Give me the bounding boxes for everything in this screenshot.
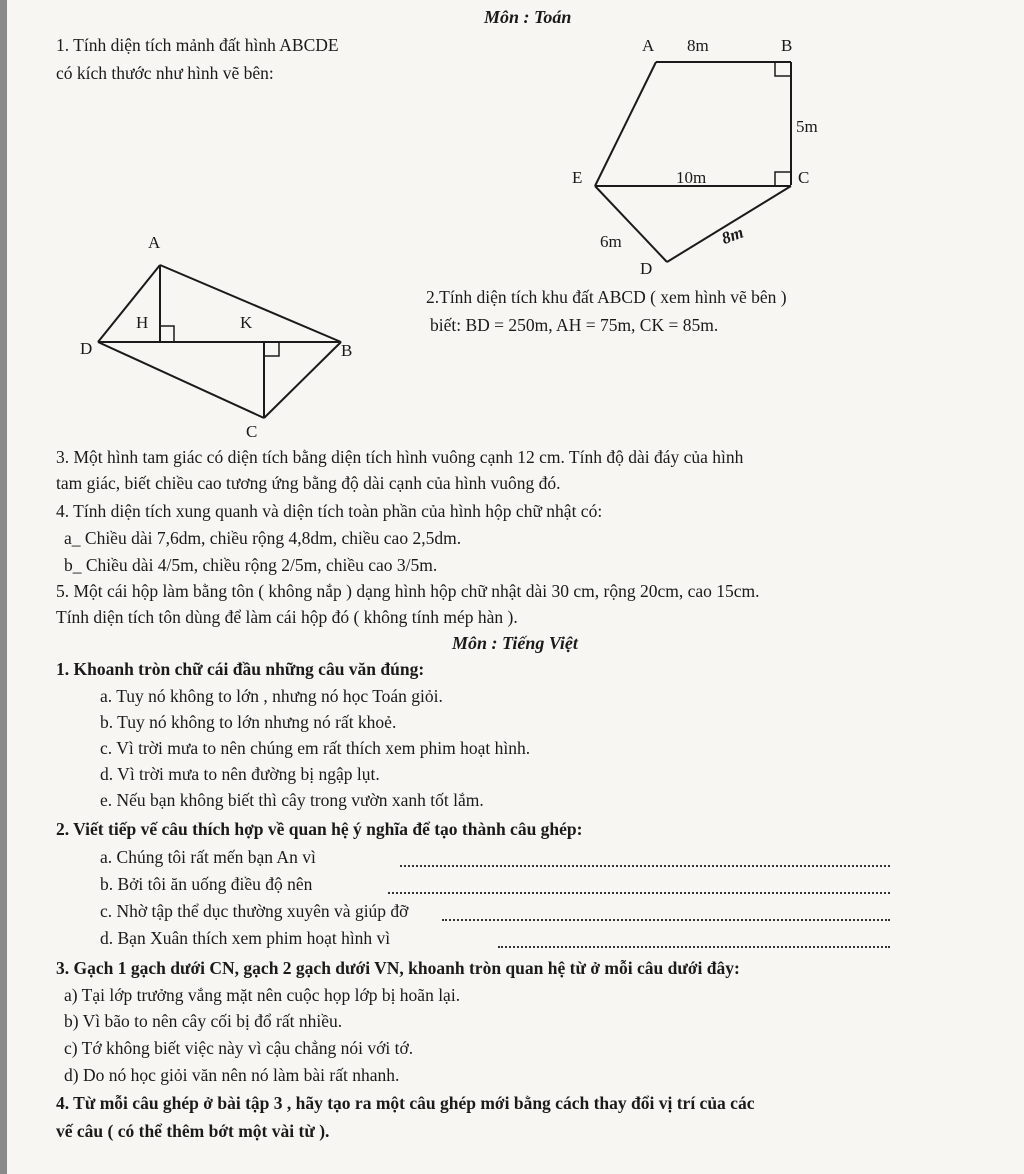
page-edge xyxy=(0,0,7,1174)
math-q3-line1: 3. Một hình tam giác có diện tích bằng diện tích hình vuông cạnh 12 cm. Tính độ dài đáy của hình xyxy=(56,447,744,467)
math-q4-item-a: a_ Chiều dài 7,6dm, chiều rộng 4,8dm, chiều cao 2,5dm. xyxy=(64,528,462,548)
viet-q1-item: b. Tuy nó không to lớn nhưng nó rất khoẻ. xyxy=(100,712,397,732)
fig1-label-ed: 6m xyxy=(600,232,622,251)
viet-q3-title: 3. Gạch 1 gạch dưới CN, gạch 2 gạch dưới VN, khoanh tròn quan hệ từ ở mỗi câu dưới đây: xyxy=(56,958,740,978)
math-q1-line2: có kích thước như hình vẽ bên: xyxy=(56,63,274,83)
viet-q2-item: a. Chúng tôi rất mến bạn An vì xyxy=(100,847,316,867)
viet-q1-item: d. Vì trời mưa to nên đường bị ngập lụt. xyxy=(100,764,380,784)
fig2-label-c: C xyxy=(246,422,258,441)
math-q2-line2: biết: BD = 250m, AH = 75m, CK = 85m. xyxy=(430,315,719,335)
answer-blank xyxy=(442,919,890,921)
fig1-label-bc: 5m xyxy=(796,117,818,136)
math-q5-line2: Tính diện tích tôn dùng để làm cái hộp đó ( không tính mép hàn ). xyxy=(56,607,518,627)
viet-q3-item: d) Do nó học giỏi văn nên nó làm bài rất nhanh. xyxy=(64,1065,400,1085)
viet-q1-title: 1. Khoanh tròn chữ cái đầu những câu văn đúng: xyxy=(56,659,425,679)
viet-q1-item: e. Nếu bạn không biết thì cây trong vườn xanh tốt lắm. xyxy=(100,790,484,810)
figure-quadrilateral-abcd xyxy=(70,226,370,448)
math-q5-line1: 5. Một cái hộp làm bằng tôn ( không nắp ) dạng hình hộp chữ nhật dài 30 cm, rộng 20cm, cao 15cm. xyxy=(56,581,760,601)
answer-blank xyxy=(498,946,890,948)
fig2-label-k: K xyxy=(240,313,253,332)
fig1-label-ec: 10m xyxy=(676,168,707,187)
viet-q2-item: c. Nhờ tập thể dục thường xuyên và giúp đỡ xyxy=(100,901,409,921)
fig2-label-b: B xyxy=(341,341,353,360)
fig1-label-a: A xyxy=(642,36,655,55)
fig2-label-a: A xyxy=(148,233,161,252)
fig1-label-d: D xyxy=(640,259,653,278)
viet-q3-item: a) Tại lớp trưởng vắng mặt nên cuộc họp lớp bị hoãn lại. xyxy=(64,985,461,1005)
answer-blank xyxy=(388,892,890,894)
math-q3-line2: tam giác, biết chiều cao tương ứng bằng độ dài cạnh của hình vuông đó. xyxy=(56,473,561,493)
math-q1-line1: 1. Tính diện tích mảnh đất hình ABCDE xyxy=(56,35,339,55)
fig1-label-ab: 8m xyxy=(687,36,709,55)
viet-q1-item: a. Tuy nó không to lớn , nhưng nó học Toán giỏi. xyxy=(100,686,443,706)
fig2-label-d: D xyxy=(80,339,93,358)
answer-blank xyxy=(400,865,890,867)
viet-q2-title: 2. Viết tiếp vế câu thích hợp về quan hệ ý nghĩa để tạo thành câu ghép: xyxy=(56,819,583,839)
viet-q1-item: c. Vì trời mưa to nên chúng em rất thích xem phim hoạt hình. xyxy=(100,738,531,758)
viet-q3-item: b) Vì bão to nên cây cối bị đổ rất nhiều. xyxy=(64,1011,343,1031)
viet-q4-line2: vế câu ( có thể thêm bớt một vài từ ). xyxy=(56,1121,330,1141)
fig1-label-c: C xyxy=(798,168,810,187)
viet-q4-line1: 4. Từ mỗi câu ghép ở bài tập 3 , hãy tạo ra một câu ghép mới bằng cách thay đổi vị trí của các xyxy=(56,1093,755,1113)
viet-subject-title: Môn : Tiếng Việt xyxy=(452,633,578,653)
viet-q2-item: b. Bởi tôi ăn uống điều độ nên xyxy=(100,874,313,894)
fig1-label-e: E xyxy=(572,168,583,187)
math-q4-item-b: b_ Chiều dài 4/5m, chiều rộng 2/5m, chiều cao 3/5m. xyxy=(64,555,438,575)
math-subject-title: Môn : Toán xyxy=(484,7,572,27)
viet-q2-item: d. Bạn Xuân thích xem phim hoạt hình vì xyxy=(100,928,391,948)
figure-pentagon-abcde xyxy=(540,28,860,288)
math-q2-line1: 2.Tính diện tích khu đất ABCD ( xem hình vẽ bên ) xyxy=(426,287,787,307)
fig1-label-dc: 8m xyxy=(719,222,746,248)
math-q4-line1: 4. Tính diện tích xung quanh và diện tích toàn phần của hình hộp chữ nhật có: xyxy=(56,501,603,521)
fig1-label-b: B xyxy=(781,36,793,55)
fig2-label-h: H xyxy=(136,313,149,332)
viet-q3-item: c) Tớ không biết việc này vì cậu chẳng nói với tớ. xyxy=(64,1038,414,1058)
